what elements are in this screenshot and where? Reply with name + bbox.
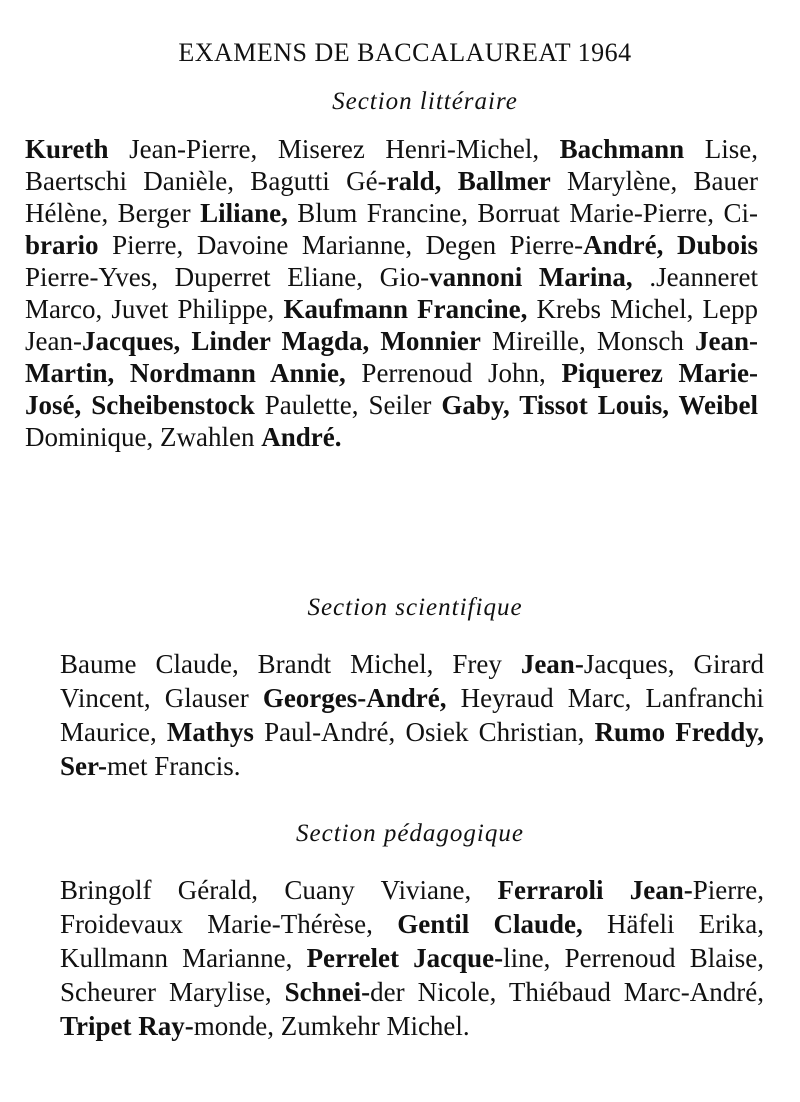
section-title-scientifique: Section scientifique bbox=[307, 594, 523, 621]
name-run bbox=[663, 230, 677, 260]
name-run: Tripet Ray- bbox=[60, 1011, 194, 1041]
name-run: Liliane, bbox=[200, 198, 288, 228]
name-run: Jean- bbox=[520, 649, 584, 679]
name-run: Häfeli Erika, Kullmann Marianne, bbox=[60, 909, 764, 973]
name-run: Rumo Freddy, Ser- bbox=[60, 717, 765, 781]
name-run: Jean-Pierre, bbox=[108, 134, 278, 164]
name-run: Piquerez Marie-José, Scheibenstock bbox=[25, 358, 758, 420]
section-title-pedagogique: Section pédagogique bbox=[296, 820, 524, 847]
name-run: Miserez Henri-Michel, bbox=[277, 134, 560, 164]
name-run: monde, Zumkehr Michel. bbox=[193, 1011, 470, 1041]
name-run: Ballmer bbox=[457, 166, 551, 196]
name-run: Paul-André, Osiek Christian, bbox=[253, 717, 595, 747]
name-run: Heyraud Marc, Lanfranchi Maurice, bbox=[60, 683, 764, 747]
name-run: vannoni Marina, bbox=[429, 262, 633, 292]
name-run: der Nicole, Thiébaud Marc-André, bbox=[370, 977, 764, 1007]
name-run: Gentil Claude, bbox=[397, 909, 583, 939]
name-run: Pierre, Davoine Marianne, Degen Pierre- bbox=[98, 230, 584, 260]
name-run: André. bbox=[261, 422, 342, 452]
name-run: Mathys bbox=[166, 717, 254, 747]
name-run: Marylène, Bauer Hélène, Berger bbox=[25, 166, 759, 228]
name-run: Krebs Michel, Lepp Jean- bbox=[25, 294, 759, 356]
name-list-scientifique bbox=[60, 647, 764, 783]
page-title: EXAMENS DE BACCALAUREAT 1964 bbox=[178, 38, 632, 67]
name-run: Jacques, Girard Vincent, Glauser bbox=[60, 649, 764, 713]
name-run: Dubois bbox=[676, 230, 759, 260]
name-run: brario bbox=[25, 230, 99, 260]
name-run: Ferraroli Jean- bbox=[497, 875, 693, 905]
name-run: .Jeanneret Marco, Juvet Philippe, bbox=[25, 262, 758, 324]
name-run: Kureth bbox=[25, 134, 109, 164]
name-run: Paulette, Seiler bbox=[254, 390, 442, 420]
name-run: Schnei- bbox=[284, 977, 371, 1007]
name-run: Lise, Baertschi Danièle, Bagutti Gé- bbox=[25, 134, 758, 196]
name-run: Pierre-Yves, Duperret Eliane, Gio- bbox=[25, 262, 430, 292]
name-run: Perrelet Jacque- bbox=[306, 943, 504, 973]
name-run: met Francis. bbox=[106, 751, 241, 781]
name-run bbox=[441, 166, 457, 196]
name-run: line, Perrenoud Blaise, Scheurer Marylise, bbox=[60, 943, 764, 1007]
name-run: Bringolf Gérald, Cuany Viviane, bbox=[60, 875, 498, 905]
name-list-litteraire bbox=[25, 133, 758, 453]
name-run: Pierre, Froidevaux Marie-Thérèse, bbox=[60, 875, 764, 939]
name-list-pedagogique bbox=[60, 873, 764, 1043]
name-run: Dominique, Zwahlen bbox=[25, 422, 262, 452]
name-run: Jean-Martin, Nordmann Annie, bbox=[25, 326, 758, 388]
name-run: Baume Claude, Brandt Michel, Frey bbox=[60, 649, 521, 679]
name-run: Georges-André, bbox=[262, 683, 447, 713]
name-run: Bachmann bbox=[559, 134, 685, 164]
name-run: rald, bbox=[386, 166, 442, 196]
name-run: Mireille, Monsch bbox=[480, 326, 695, 356]
name-run: André, bbox=[583, 230, 664, 260]
section-title-litteraire: Section littéraire bbox=[332, 88, 518, 115]
name-run: Blum Francine, Borruat Marie-Pierre, Ci- bbox=[287, 198, 758, 228]
name-run: Perrenoud John, bbox=[345, 358, 562, 388]
name-run: Gaby, Tissot Louis, Weibel bbox=[441, 390, 758, 420]
name-run: Kaufmann Francine, bbox=[283, 294, 528, 324]
name-run: Jacques, Linder Magda, Monnier bbox=[81, 326, 481, 356]
